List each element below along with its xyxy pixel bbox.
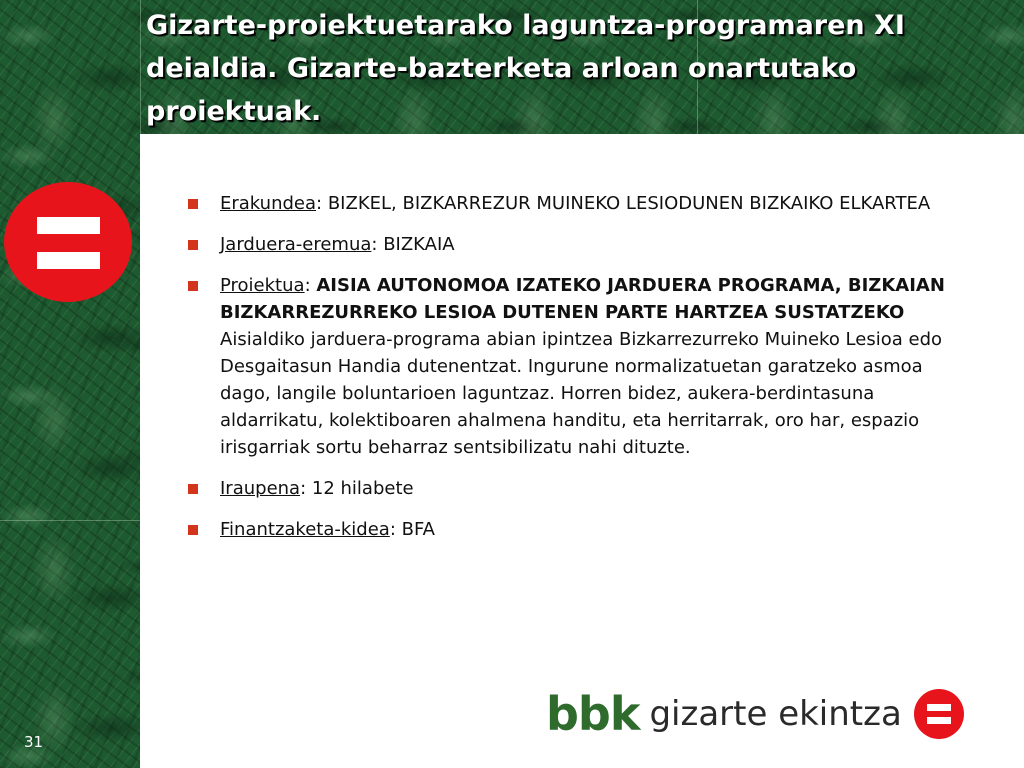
bullet-key: Erakundea	[220, 193, 317, 214]
bullet-value: BIZKEL, BIZKARREZUR MUINEKO LESIODUNEN BIZKAIKO ELKARTEA	[327, 193, 931, 214]
bullet-item-iraupena	[188, 475, 968, 502]
bullet-item-finantzaketa-kidea	[188, 516, 968, 543]
bullet-key: Iraupena	[220, 478, 301, 499]
brand-text: gizarte ekintza	[649, 694, 902, 734]
brand-logo	[546, 686, 964, 742]
square-bullet-icon	[188, 199, 198, 209]
bullet-value: 12 hilabete	[311, 478, 414, 499]
logo-bar-top	[37, 217, 100, 234]
bullet-list	[188, 190, 968, 557]
bullet-key: Finantzaketa-kidea	[220, 519, 390, 540]
equals-circle-logo-icon	[4, 182, 132, 302]
project-name: AISIA AUTONOMOA IZATEKO JARDUERA PROGRAMA, BIZKAIAN BIZKARREZURREKO LESIOA DUTENEN PARTE HARTZEA SUSTATZEKO	[220, 275, 945, 323]
bullet-value: BIZKAIA	[383, 234, 455, 255]
bullet-separator: :	[300, 478, 312, 499]
bullet-key: Jarduera-eremua	[220, 234, 372, 255]
bullet-separator: :	[304, 275, 317, 296]
equals-circle-brand-icon	[914, 689, 964, 739]
bullet-value: BFA	[401, 519, 435, 540]
logo-bar-bottom	[37, 252, 100, 269]
slide-title: Gizarte-proiektuetarako laguntza-programaren XI deialdia. Gizarte-bazterketa arloan onartutako proiektuak.	[146, 10, 905, 127]
brand-bar-bottom	[927, 717, 951, 724]
bullet-item-jarduera-eremua	[188, 231, 968, 258]
bullet-item-proiektua	[188, 272, 968, 461]
project-description: Aisialdiko jarduera-programa abian ipintzea Bizkarrezurreko Muineko Lesioa edo Desgaitasun Handia dutenentzat. Ingurune normalizatuetan garatzeko asmoa dago, langile boluntarioen laguntzaz. Horren bidez, aukera-berdintasuna aldarrikatu, kolektiboaren ahalmena handitu, eta herritarrak, oro har, espazio irisgarriak sortu beharraz sentsibilizatu nahi dituzte.	[220, 329, 943, 458]
bullet-separator: :	[316, 193, 328, 214]
page-number: 31	[24, 733, 44, 751]
bullet-separator: :	[371, 234, 384, 255]
bullet-key: Proiektua	[220, 275, 305, 296]
horizontal-divider	[0, 520, 140, 521]
square-bullet-icon	[188, 484, 198, 494]
vertical-divider	[140, 0, 141, 134]
bullet-separator: :	[389, 519, 402, 540]
square-bullet-icon	[188, 240, 198, 250]
bullet-item-erakundea	[188, 190, 968, 217]
brand-bbk-wordmark: bbk	[546, 687, 640, 741]
brand-bar-top	[927, 704, 951, 711]
square-bullet-icon	[188, 281, 198, 291]
square-bullet-icon	[188, 525, 198, 535]
